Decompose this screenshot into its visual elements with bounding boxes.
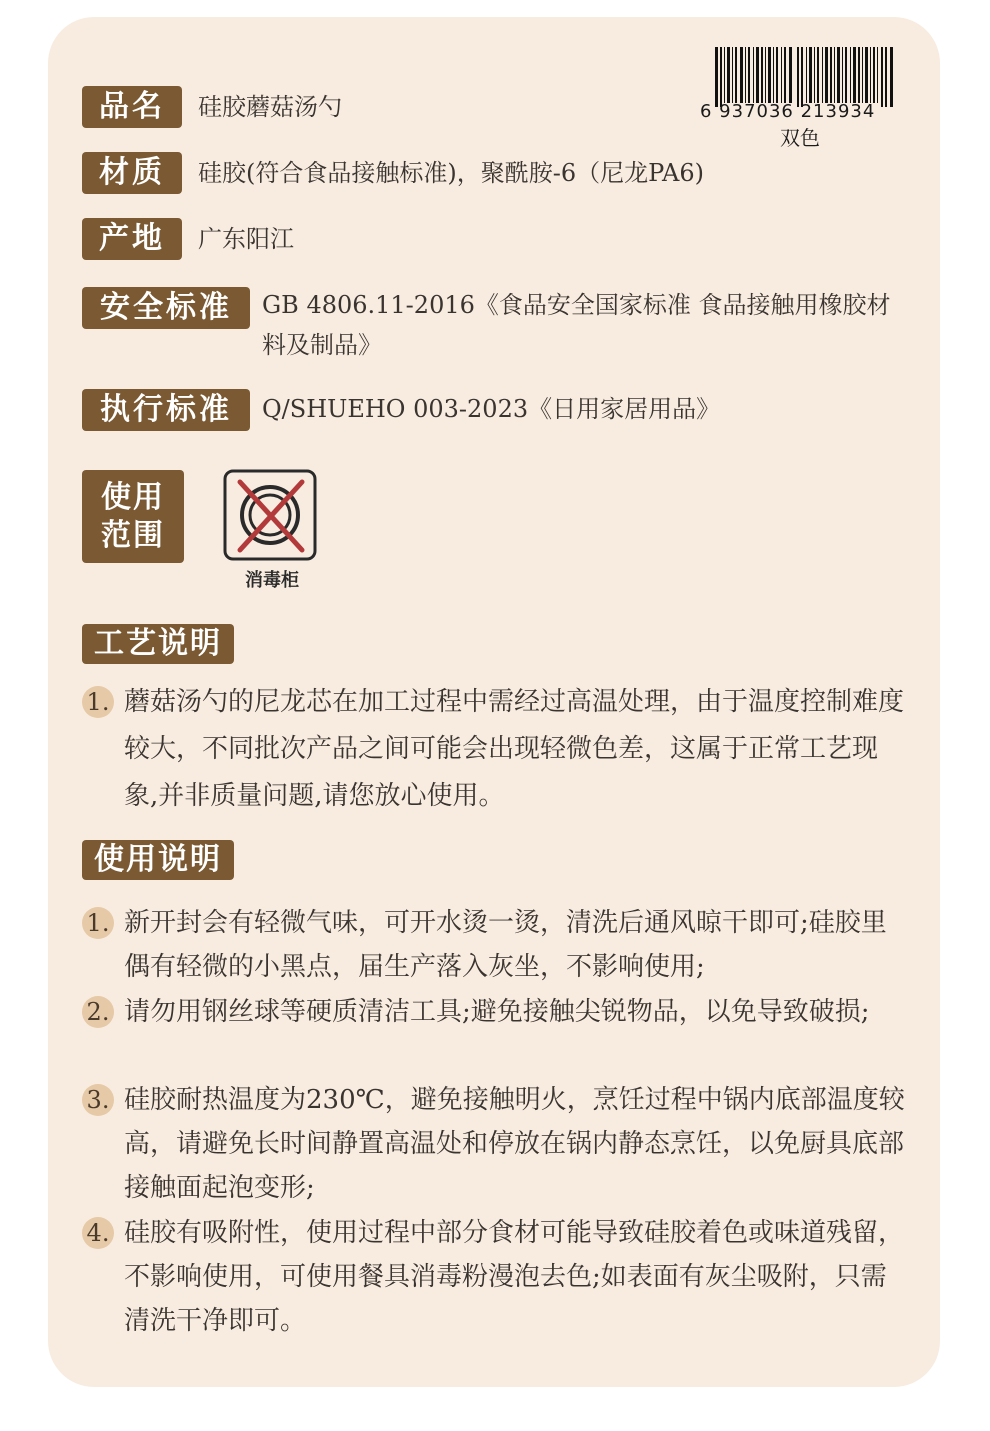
instruction-item-1 — [82, 903, 912, 991]
item-number: 1. — [82, 686, 114, 718]
instruction-item-4 — [82, 1213, 912, 1345]
craft-section-title: 工艺说明 — [82, 624, 234, 664]
exec-label: 执行标准 — [82, 389, 250, 431]
instruction-item-2 — [82, 992, 912, 1080]
item-text: 请勿用钢丝球等硬质清洁工具;避免接触尖锐物品，以免导致破损; — [124, 997, 870, 1027]
item-number: 2. — [82, 996, 114, 1028]
item-text: 新开封会有轻微气味，可开水烫一烫，清洗后通风晾干即可;硅胶里偶有轻微的小黑点，届生产落入灰坐，不影响使用; — [124, 908, 887, 982]
material-value: 硅胶(符合食品接触标准)，聚酰胺-6（尼龙PA6) — [198, 159, 705, 187]
origin-value: 广东阳江 — [198, 225, 294, 253]
instruction-item-3 — [82, 1080, 912, 1212]
safety-value: GB 4806.11-2016《食品安全国家标准 食品接触用橡胶材料及制品》 — [262, 291, 891, 359]
origin-label: 产地 — [82, 218, 182, 260]
safety-label: 安全标准 — [82, 287, 250, 329]
cabinet-label: 消毒柜 — [245, 570, 299, 591]
exec-value: Q/SHUEHO 003-2023《日用家居用品》 — [262, 395, 721, 423]
usage-scope-label — [82, 470, 184, 563]
instructions-section-title: 使用说明 — [82, 840, 234, 880]
item-number: 4. — [82, 1217, 114, 1249]
material-label: 材质 — [82, 152, 182, 194]
usage-scope-label-line2: 范围 — [101, 518, 165, 553]
item-text: 蘑菇汤勺的尼龙芯在加工过程中需经过高温处理，由于温度控制难度较大，不同批次产品之间可能会出现轻微色差，这属于正常工艺现象,并非质量问题,请您放心使用。 — [124, 687, 905, 811]
no-disinfection-cabinet-icon — [222, 468, 318, 562]
craft-item-1 — [82, 682, 912, 818]
barcode-image — [715, 47, 895, 107]
name-value: 硅胶蘑菇汤勺 — [198, 93, 342, 121]
item-text: 硅胶耐热温度为230℃，避免接触明火，烹饪过程中锅内底部温度较高，请避免长时间静置高温处和停放在锅内静态烹饪，以免厨具底部接触面起泡变形; — [124, 1085, 905, 1203]
barcode-variant: 双色 — [780, 126, 820, 150]
usage-scope-label-line1: 使用 — [101, 480, 165, 515]
barcode-number: 6 937036 213934 — [700, 101, 876, 122]
item-number: 3. — [82, 1084, 114, 1116]
item-text: 硅胶有吸附性，使用过程中部分食材可能导致硅胶着色或味道残留，不影响使用，可使用餐具消毒粉漫泡去色;如表面有灰尘吸附，只需清洗干净即可。 — [124, 1218, 905, 1336]
item-number: 1. — [82, 907, 114, 939]
name-label: 品名 — [82, 86, 182, 128]
